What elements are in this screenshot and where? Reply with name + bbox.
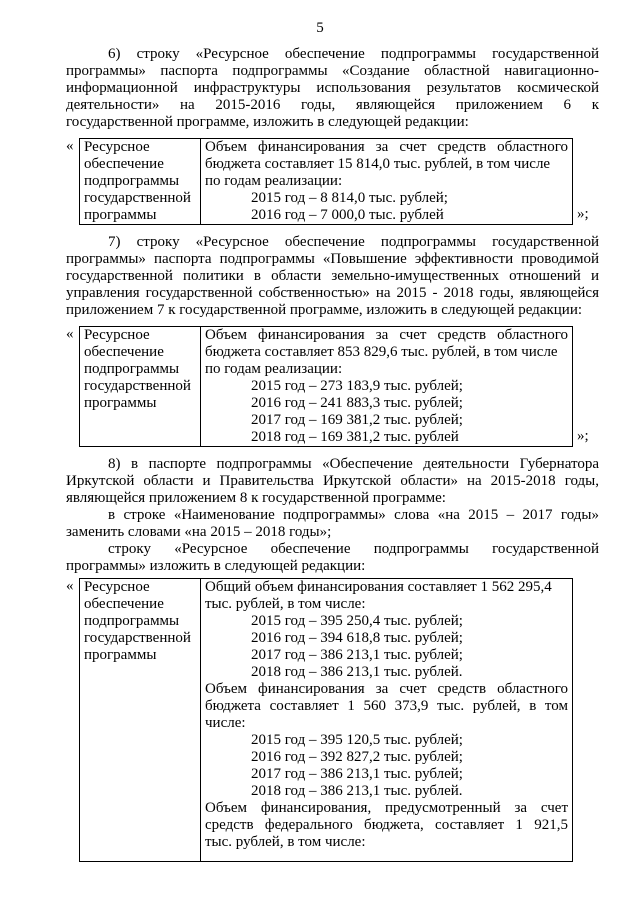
content-line: 2017 год – 169 381,2 тыс. рублей; (251, 412, 463, 428)
content-line: 2018 год – 386 213,1 тыс. рублей. (251, 664, 463, 680)
row-label-line: Ресурсное (84, 139, 150, 155)
content-line: 2015 год – 8 814,0 тыс. рублей; (251, 190, 448, 206)
row-label-cell (80, 327, 201, 447)
row-content-cell (201, 139, 573, 225)
item6-line: государственной программе, изложить в следующей редакции: (66, 114, 469, 130)
content-line: бюджета составляет 1 560 373,9 тыс. рублей, в том (205, 698, 568, 714)
item7-line: государственной политики в области земельно-имущественных отношений и (66, 268, 599, 284)
item8-line: 8) в паспорте подпрограммы «Обеспечение деятельности Губернатора (108, 456, 599, 472)
content-line: тыс. рублей, в том числе: (205, 596, 366, 612)
row-content-cell (201, 327, 573, 447)
table-row (80, 327, 573, 447)
row-label-line: подпрограммы (84, 613, 180, 629)
content-line: 2016 год – 392 827,2 тыс. рублей; (251, 749, 463, 765)
row-label-line: обеспечение (84, 344, 164, 360)
item7-line: программы» паспорта подпрограммы «Повышение эффективности проводимой (66, 251, 599, 267)
content-line: 2017 год – 386 213,1 тыс. рублей; (251, 647, 463, 663)
content-line: 2015 год – 395 120,5 тыс. рублей; (251, 732, 463, 748)
item8-sub1-line: заменить словами «на 2015 – 2018 годы»; (66, 524, 332, 540)
content-line: 2016 год – 7 000,0 тыс. рублей (251, 207, 444, 223)
content-line: 2017 год – 386 213,1 тыс. рублей; (251, 766, 463, 782)
item7-line: 7) строку «Ресурсное обеспечение подпрограммы государственной (108, 234, 599, 250)
content-line: 2015 год – 273 183,9 тыс. рублей; (251, 378, 463, 394)
table-row (80, 579, 573, 862)
content-line: по годам реализации: (205, 361, 343, 377)
item6-line: 6) строку «Ресурсное обеспечение подпрограммы государственной (108, 46, 599, 62)
row-label-line: подпрограммы (84, 173, 180, 189)
row-label-line: программы (84, 207, 157, 223)
item6-line: программы» паспорта подпрограммы «Создание областной навигационно- (66, 63, 599, 79)
item6-line: деятельности» на 2015-2016 годы, являющейся приложением 6 к (66, 97, 599, 113)
item7-line: приложением 7 к государственной программе, изложить в следующей редакции: (66, 302, 583, 318)
content-line: Объем финансирования за счет средств областного (205, 681, 568, 697)
content-line: бюджета составляет 15 814,0 тыс. рублей, в том числе (205, 156, 551, 172)
page-number: 5 (316, 20, 324, 36)
item6-line: информационной инфраструктуры использования результатов космической (66, 80, 599, 96)
row-label-line: государственной (84, 378, 191, 394)
content-line: бюджета составляет 853 829,6 тыс. рублей, в том числе (205, 344, 558, 360)
quote-close: »; (577, 428, 589, 444)
content-line: тыс. рублей, в том числе: (205, 834, 366, 850)
item8-sub1-line: в строке «Наименование подпрограммы» слова «на 2015 – 2017 годы» (108, 507, 599, 523)
item8-sub2-line: строку «Ресурсное обеспечение подпрограммы государственной (108, 541, 599, 557)
row-label-line: подпрограммы (84, 361, 180, 377)
item7-line: управления государственной собственностью» на 2015 - 2018 годы, являющейся (66, 285, 599, 301)
row-label-line: государственной (84, 190, 191, 206)
row-label-line: государственной (84, 630, 191, 646)
content-line: средств федерального бюджета, составляет 1 921,5 (205, 817, 568, 833)
row-content-cell (201, 579, 573, 862)
content-line: Объем финансирования за счет средств областного (205, 139, 568, 155)
content-line: Общий объем финансирования составляет 1 562 295,4 (205, 579, 552, 595)
content-line: 2018 год – 169 381,2 тыс. рублей (251, 429, 459, 445)
row-label-line: обеспечение (84, 156, 164, 172)
row-label-line: Ресурсное (84, 327, 150, 343)
item8-sub2-line: программы» изложить в следующей редакции: (66, 558, 366, 574)
item8-passport-table (79, 578, 573, 862)
quote-close: »; (577, 206, 589, 222)
content-line: 2016 год – 394 618,8 тыс. рублей; (251, 630, 463, 646)
content-line: Объем финансирования за счет средств областного (205, 327, 568, 343)
quote-open: « (66, 326, 74, 342)
content-line: 2016 год – 241 883,3 тыс. рублей; (251, 395, 463, 411)
row-label-cell (80, 579, 201, 862)
content-line: по годам реализации: (205, 173, 343, 189)
item8-line: Иркутской области и Правительства Иркутской области» на 2015-2018 годы, (66, 473, 599, 489)
item6-passport-table (79, 138, 573, 225)
item7-passport-table (79, 326, 573, 447)
table-row (80, 139, 573, 225)
row-label-line: Ресурсное (84, 579, 150, 595)
row-label-line: обеспечение (84, 596, 164, 612)
content-line: 2018 год – 386 213,1 тыс. рублей. (251, 783, 463, 799)
item8-line: являющейся приложением 8 к государственной программе: (66, 490, 446, 506)
row-label-line: программы (84, 647, 157, 663)
quote-open: « (66, 138, 74, 154)
content-line: 2015 год – 395 250,4 тыс. рублей; (251, 613, 463, 629)
content-line: Объем финансирования, предусмотренный за счет (205, 800, 568, 816)
quote-open: « (66, 578, 74, 594)
row-label-line: программы (84, 395, 157, 411)
row-label-cell (80, 139, 201, 225)
content-line: числе: (205, 715, 246, 731)
